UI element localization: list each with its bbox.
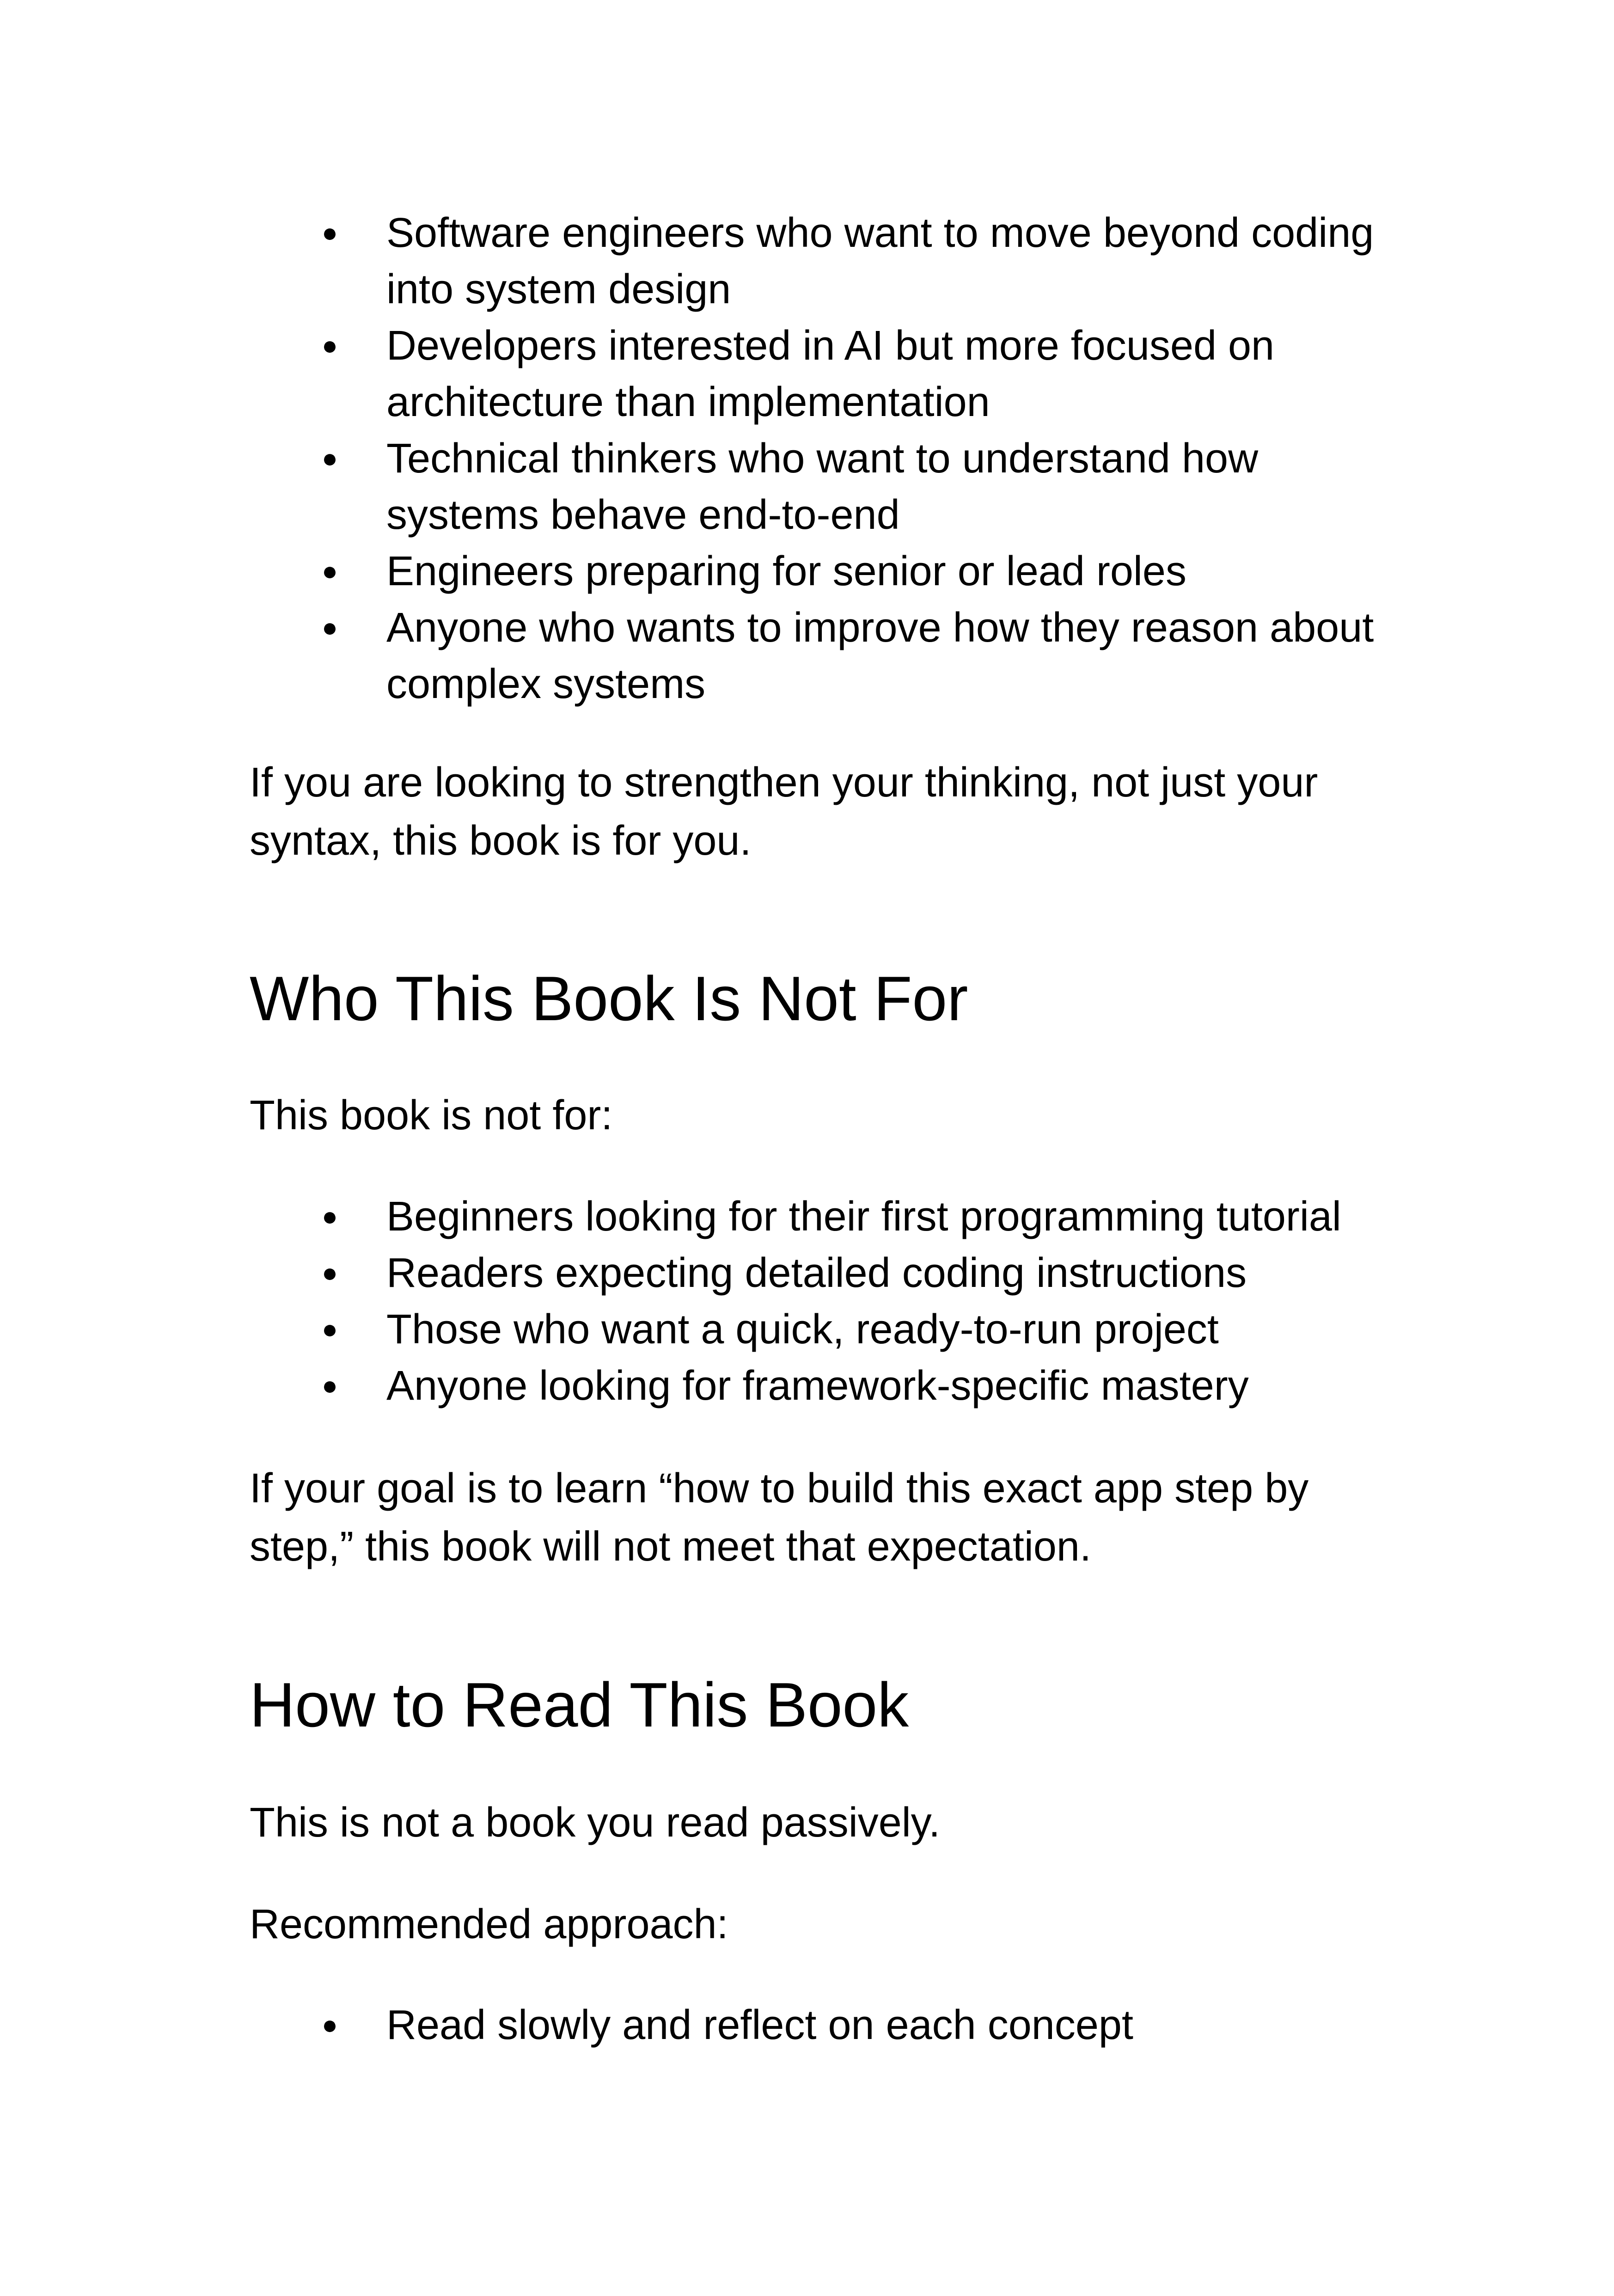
list-item (250, 600, 1414, 712)
list-item-text: Readers expecting detailed coding instructions (386, 1250, 1247, 1296)
list-item-text: Beginners looking for their first programming tutorial (386, 1194, 1341, 1240)
paragraph: If your goal is to learn “how to build this exact app step by step,” this book will not meet that expectation. (250, 1465, 1309, 1570)
list-item (250, 543, 1414, 600)
bullet-icon: ● (322, 1314, 338, 1344)
list-item (250, 1301, 1414, 1358)
not-for-list (250, 1188, 1414, 1414)
list-item-text: Engineers preparing for senior or lead roles (386, 548, 1186, 594)
list-item (250, 205, 1414, 318)
list-item-text: Software engineers who want to move beyond coding into system design (386, 210, 1374, 312)
list-item (250, 1358, 1414, 1414)
section-heading: Who This Book Is Not For (250, 963, 968, 1034)
bullet-icon: ● (322, 556, 338, 586)
bullet-icon: ● (322, 1258, 338, 1288)
bullet-icon: ● (322, 331, 338, 361)
list-item-text: Read slowly and reflect on each concept (386, 2002, 1133, 2048)
section-heading: How to Read This Book (250, 1670, 909, 1740)
list-item (250, 318, 1414, 430)
list-item-text: Anyone who wants to improve how they reason about complex systems (386, 605, 1374, 707)
list-item (250, 1997, 1414, 2053)
list-item-text: Developers interested in AI but more focused on architecture than implementation (386, 323, 1275, 425)
bullet-icon: ● (322, 218, 338, 248)
paragraph: If you are looking to strengthen your thinking, not just your syntax, this book is for you. (250, 759, 1318, 864)
list-item-text: Technical thinkers who want to understand how systems behave end-to-end (386, 435, 1259, 538)
approach-list (250, 1997, 1414, 2053)
list-item (250, 1188, 1414, 1245)
audience-list (250, 205, 1414, 712)
list-item-text: Anyone looking for framework-specific mastery (386, 1363, 1249, 1409)
bullet-icon: ● (322, 612, 338, 643)
list-item (250, 1245, 1414, 1301)
bullet-icon: ● (322, 443, 338, 473)
bullet-icon: ● (322, 1371, 338, 1401)
bullet-icon: ● (322, 1201, 338, 1231)
list-item-text: Those who want a quick, ready-to-run project (386, 1306, 1219, 1353)
bullet-icon: ● (322, 2010, 338, 2040)
paragraph: This is not a book you read passively. (250, 1800, 941, 1846)
paragraph: This book is not for: (250, 1092, 613, 1139)
paragraph: Recommended approach: (250, 1901, 728, 1947)
list-item (250, 430, 1414, 543)
